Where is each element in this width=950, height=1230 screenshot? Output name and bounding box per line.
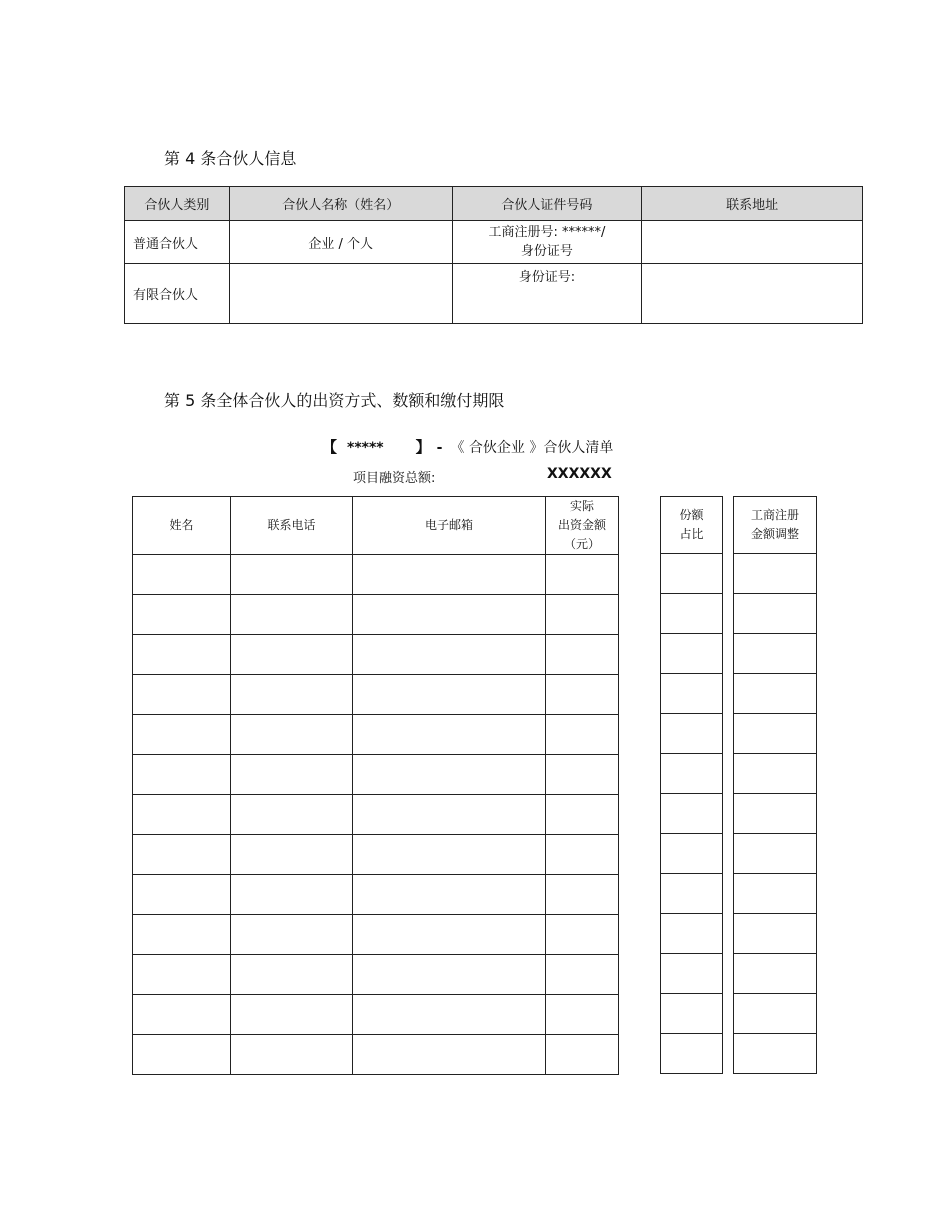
header-partner-address: 联系地址 bbox=[642, 187, 863, 221]
adjust-cell bbox=[734, 594, 817, 634]
name-cell bbox=[133, 595, 231, 635]
table-row bbox=[133, 755, 619, 795]
table-row bbox=[661, 954, 723, 994]
table-row bbox=[734, 714, 817, 754]
partner-name-cell bbox=[229, 264, 452, 324]
phone-cell bbox=[231, 715, 353, 755]
roster-table-share bbox=[660, 496, 723, 1074]
section-5-heading: 第 5 条全体合伙人的出资方式、数额和缴付期限 bbox=[164, 391, 505, 410]
table-row bbox=[661, 754, 723, 794]
table-row bbox=[661, 554, 723, 594]
table-row bbox=[661, 874, 723, 914]
email-cell bbox=[353, 835, 546, 875]
header-email: 电子邮箱 bbox=[353, 497, 546, 555]
email-cell bbox=[353, 555, 546, 595]
table-row bbox=[133, 835, 619, 875]
table-row bbox=[661, 1034, 723, 1074]
email-cell bbox=[353, 955, 546, 995]
name-cell bbox=[133, 955, 231, 995]
roster-header-row bbox=[133, 497, 619, 555]
adjust-cell bbox=[734, 554, 817, 594]
table-row bbox=[661, 914, 723, 954]
section-4-heading: 第 4 条合伙人信息 bbox=[164, 149, 297, 168]
partner-id-cell bbox=[452, 264, 642, 324]
table-row bbox=[734, 954, 817, 994]
table-row bbox=[661, 594, 723, 634]
phone-cell bbox=[231, 995, 353, 1035]
partner-row-limited bbox=[125, 264, 863, 324]
header-partner-name: 合伙人名称（姓名） bbox=[229, 187, 452, 221]
table-row bbox=[734, 594, 817, 634]
share-cell bbox=[661, 914, 723, 954]
roster-table-main bbox=[132, 496, 619, 1075]
share-cell bbox=[661, 794, 723, 834]
adjust-cell bbox=[734, 834, 817, 874]
amount-cell bbox=[546, 755, 619, 795]
table-row bbox=[133, 915, 619, 955]
phone-cell bbox=[231, 875, 353, 915]
name-cell bbox=[133, 675, 231, 715]
title-dash: - bbox=[436, 440, 443, 456]
share-cell bbox=[661, 994, 723, 1034]
header-amount-l3: （元） bbox=[563, 537, 600, 551]
name-cell bbox=[133, 795, 231, 835]
email-cell bbox=[353, 715, 546, 755]
table-row bbox=[734, 914, 817, 954]
table-row bbox=[133, 995, 619, 1035]
share-cell bbox=[661, 874, 723, 914]
partner-info-table bbox=[124, 186, 863, 324]
table-row bbox=[133, 715, 619, 755]
total-financing-value: XXXXXX bbox=[547, 466, 612, 482]
phone-cell bbox=[231, 635, 353, 675]
name-cell bbox=[133, 555, 231, 595]
email-cell bbox=[353, 635, 546, 675]
name-cell bbox=[133, 995, 231, 1035]
table-row bbox=[133, 875, 619, 915]
partner-address-cell bbox=[642, 221, 863, 264]
amount-cell bbox=[546, 675, 619, 715]
amount-cell bbox=[546, 915, 619, 955]
header-amount bbox=[546, 497, 619, 555]
table-row bbox=[133, 1035, 619, 1075]
adjust-cell bbox=[734, 1034, 817, 1074]
table-row bbox=[133, 675, 619, 715]
adjust-cell bbox=[734, 634, 817, 674]
roster-header-row bbox=[661, 497, 723, 554]
table-row bbox=[661, 714, 723, 754]
email-cell bbox=[353, 795, 546, 835]
email-cell bbox=[353, 915, 546, 955]
adjust-cell bbox=[734, 994, 817, 1034]
share-cell bbox=[661, 634, 723, 674]
header-adjust-l1: 工商注册 bbox=[750, 508, 799, 522]
amount-cell bbox=[546, 955, 619, 995]
table-row bbox=[661, 834, 723, 874]
header-amount-l2: 出资金额 bbox=[557, 518, 606, 532]
header-share-l2: 占比 bbox=[679, 527, 704, 541]
phone-cell bbox=[231, 795, 353, 835]
table-row bbox=[734, 554, 817, 594]
table-row bbox=[734, 674, 817, 714]
table-row bbox=[133, 555, 619, 595]
partner-row-general bbox=[125, 221, 863, 264]
phone-cell bbox=[231, 1035, 353, 1075]
email-cell bbox=[353, 755, 546, 795]
partner-category-cell: 有限合伙人 bbox=[125, 264, 230, 324]
name-cell bbox=[133, 635, 231, 675]
total-financing-label: 项目融资总额: bbox=[353, 471, 436, 486]
roster-table-adjust bbox=[733, 496, 817, 1074]
adjust-cell bbox=[734, 754, 817, 794]
header-partner-category: 合伙人类别 bbox=[125, 187, 230, 221]
partner-id-line1: 身份证号: bbox=[518, 270, 576, 285]
header-share-l1: 份额 bbox=[679, 508, 704, 522]
roster-title bbox=[322, 436, 613, 457]
header-share bbox=[661, 497, 723, 554]
name-cell bbox=[133, 875, 231, 915]
table-row bbox=[734, 1034, 817, 1074]
partner-id-line2: 身份证号 bbox=[520, 244, 573, 259]
table-row bbox=[734, 634, 817, 674]
amount-cell bbox=[546, 595, 619, 635]
share-cell bbox=[661, 754, 723, 794]
name-cell bbox=[133, 755, 231, 795]
amount-cell bbox=[546, 1035, 619, 1075]
adjust-cell bbox=[734, 714, 817, 754]
header-adjust bbox=[734, 497, 817, 554]
table-row bbox=[661, 794, 723, 834]
email-cell bbox=[353, 675, 546, 715]
share-cell bbox=[661, 554, 723, 594]
table-row bbox=[734, 994, 817, 1034]
bracket-open: 【 bbox=[322, 438, 338, 456]
partner-info-header-row bbox=[125, 187, 863, 221]
adjust-cell bbox=[734, 874, 817, 914]
amount-cell bbox=[546, 795, 619, 835]
partner-address-cell bbox=[642, 264, 863, 324]
phone-cell bbox=[231, 955, 353, 995]
table-row bbox=[133, 955, 619, 995]
adjust-cell bbox=[734, 914, 817, 954]
table-row bbox=[734, 874, 817, 914]
phone-cell bbox=[231, 755, 353, 795]
table-row bbox=[133, 795, 619, 835]
table-row bbox=[661, 634, 723, 674]
table-row bbox=[734, 834, 817, 874]
header-phone: 联系电话 bbox=[231, 497, 353, 555]
phone-cell bbox=[231, 915, 353, 955]
header-adjust-l2: 金额调整 bbox=[750, 527, 799, 541]
amount-cell bbox=[546, 635, 619, 675]
phone-cell bbox=[231, 675, 353, 715]
email-cell bbox=[353, 595, 546, 635]
partner-category-cell: 普通合伙人 bbox=[125, 221, 230, 264]
adjust-cell bbox=[734, 674, 817, 714]
partner-name-cell: 企业 / 个人 bbox=[229, 221, 452, 264]
phone-cell bbox=[231, 835, 353, 875]
bracket-close: 】 bbox=[415, 438, 431, 456]
table-row bbox=[734, 754, 817, 794]
table-row bbox=[661, 674, 723, 714]
share-cell bbox=[661, 834, 723, 874]
table-row bbox=[734, 794, 817, 834]
adjust-cell bbox=[734, 954, 817, 994]
adjust-cell bbox=[734, 794, 817, 834]
header-partner-id: 合伙人证件号码 bbox=[452, 187, 642, 221]
header-name: 姓名 bbox=[133, 497, 231, 555]
amount-cell bbox=[546, 555, 619, 595]
email-cell bbox=[353, 875, 546, 915]
name-cell bbox=[133, 715, 231, 755]
amount-cell bbox=[546, 715, 619, 755]
share-cell bbox=[661, 1034, 723, 1074]
roster-title-text: 《 合伙企业 》合伙人清单 bbox=[450, 440, 614, 456]
name-cell bbox=[133, 1035, 231, 1075]
enterprise-placeholder: ***** bbox=[347, 440, 384, 456]
roster-header-row bbox=[734, 497, 817, 554]
partner-id-line1: 工商注册号: ******/ bbox=[488, 225, 606, 240]
amount-cell bbox=[546, 995, 619, 1035]
partner-id-cell bbox=[452, 221, 642, 264]
share-cell bbox=[661, 594, 723, 634]
phone-cell bbox=[231, 555, 353, 595]
amount-cell bbox=[546, 875, 619, 915]
name-cell bbox=[133, 915, 231, 955]
phone-cell bbox=[231, 595, 353, 635]
name-cell bbox=[133, 835, 231, 875]
amount-cell bbox=[546, 835, 619, 875]
table-row bbox=[133, 635, 619, 675]
email-cell bbox=[353, 995, 546, 1035]
share-cell bbox=[661, 954, 723, 994]
email-cell bbox=[353, 1035, 546, 1075]
table-row bbox=[133, 595, 619, 635]
header-amount-l1: 实际 bbox=[569, 499, 594, 513]
share-cell bbox=[661, 674, 723, 714]
table-row bbox=[661, 994, 723, 1034]
share-cell bbox=[661, 714, 723, 754]
